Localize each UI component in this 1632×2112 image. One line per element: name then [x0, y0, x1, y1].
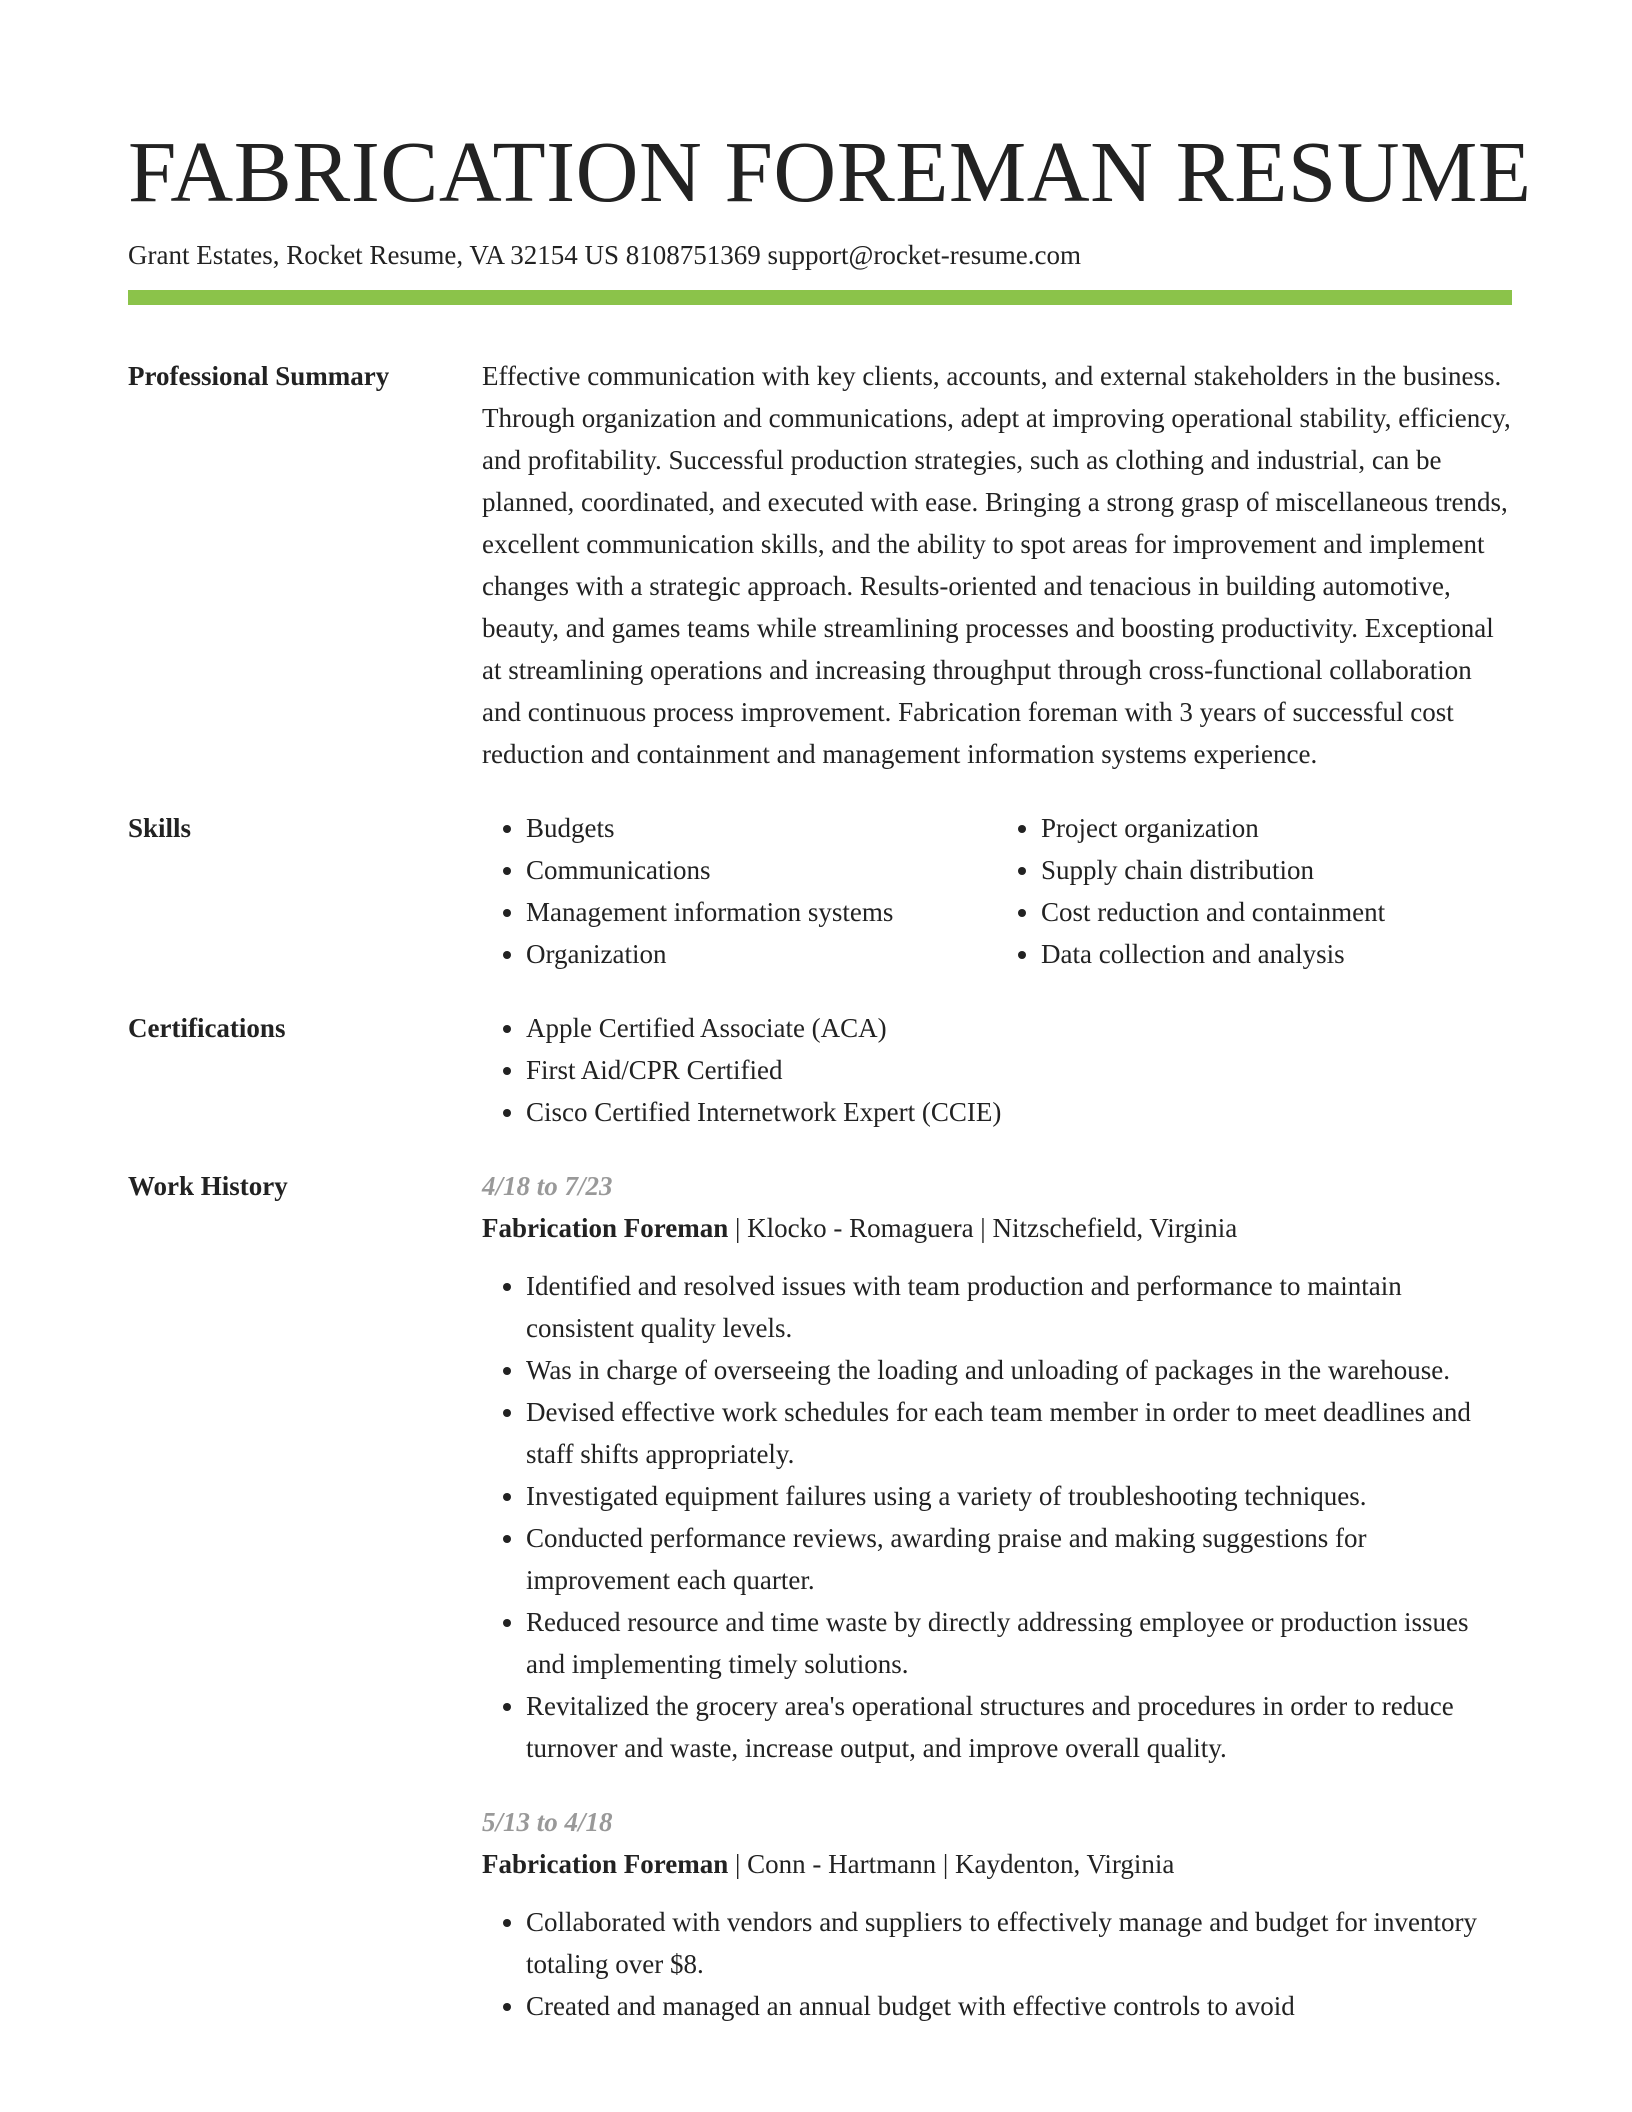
skill-item: • Project organization	[1041, 807, 1512, 849]
job-dates: 5/13 to 4/18	[482, 1807, 613, 1837]
job-entry	[482, 1165, 1512, 1769]
job-bullet: • Collaborated with vendors and suppliers to effectively manage and budget for inventory totaling over $8.	[526, 1901, 1512, 1985]
job-bullet: • Identified and resolved issues with team production and performance to maintain consistent quality levels.	[526, 1265, 1512, 1349]
accent-divider	[128, 290, 1512, 305]
skills-list-right	[997, 807, 1512, 975]
certifications-list	[482, 1007, 1512, 1133]
contact-line: Grant Estates, Rocket Resume, VA 32154 US 8108751369 support@rocket-resume.com	[128, 240, 1081, 270]
section-label-certifications: Certifications	[128, 1013, 286, 1043]
job-bullet: • Created and managed an annual budget with effective controls to avoid	[526, 1985, 1512, 2027]
job-heading	[482, 1843, 1512, 1885]
certification-item: • Apple Certified Associate (ACA)	[526, 1007, 1512, 1049]
job-dates: 4/18 to 7/23	[482, 1171, 613, 1201]
skill-item: • Management information systems	[526, 891, 997, 933]
job-bullet: • Reduced resource and time waste by directly addressing employee or production issues and implementing timely solutions.	[526, 1601, 1512, 1685]
job-bullets	[482, 1265, 1512, 1769]
skills-list-left	[482, 807, 997, 975]
job-title: Fabrication Foreman	[482, 1849, 729, 1879]
section-label-skills: Skills	[128, 813, 192, 843]
skills-section	[128, 807, 1512, 975]
job-title: Fabrication Foreman	[482, 1213, 729, 1243]
job-heading	[482, 1207, 1512, 1249]
skill-item: • Supply chain distribution	[1041, 849, 1512, 891]
skill-item: • Cost reduction and containment	[1041, 891, 1512, 933]
skill-item: • Budgets	[526, 807, 997, 849]
job-details: | Klocko - Romaguera | Nitzschefield, Virginia	[728, 1213, 1238, 1243]
job-bullet: • Investigated equipment failures using a variety of troubleshooting techniques.	[526, 1475, 1512, 1517]
skill-item: • Communications	[526, 849, 997, 891]
work-history-section	[128, 1165, 1512, 2059]
job-bullets	[482, 1901, 1512, 2027]
job-bullet: • Devised effective work schedules for each team member in order to meet deadlines and staff shifts appropriately.	[526, 1391, 1512, 1475]
certification-item: • First Aid/CPR Certified	[526, 1049, 1512, 1091]
summary-text: Effective communication with key clients, accounts, and external stakeholders in the business. Through organization and communications, adept at improving operational stability, efficiency, and profitability. Successful production strategies, such as clothing and industrial, can be planned, coordinated, and executed with ease. Bringing a strong grasp of miscellaneous trends, excellent communication skills, and the ability to spot areas for improvement and implement changes with a strategic approach. Results-oriented and tenacious in building automotive, beauty, and games teams while streamlining processes and boosting productivity. Exceptional at streamlining operations and increasing throughput through cross-functional collaboration and continuous process improvement. Fabrication foreman with 3 years of successful cost reduction and containment and management information systems experience.	[482, 361, 1511, 769]
section-label-summary: Professional Summary	[128, 361, 390, 391]
certification-item: • Cisco Certified Internetwork Expert (CCIE)	[526, 1091, 1512, 1133]
job-bullet: • Revitalized the grocery area's operational structures and procedures in order to reduce turnover and waste, increase output, and improve overall quality.	[526, 1685, 1512, 1769]
skill-item: • Organization	[526, 933, 997, 975]
summary-section	[128, 355, 1512, 775]
job-bullet: • Conducted performance reviews, awarding praise and making suggestions for improvement each quarter.	[526, 1517, 1512, 1601]
job-entry	[482, 1801, 1512, 2027]
certifications-section	[128, 1007, 1512, 1133]
job-details: | Conn - Hartmann | Kaydenton, Virginia	[728, 1849, 1175, 1879]
job-bullet: • Was in charge of overseeing the loading and unloading of packages in the warehouse.	[526, 1349, 1512, 1391]
skill-item: • Data collection and analysis	[1041, 933, 1512, 975]
section-label-work-history: Work History	[128, 1171, 288, 1201]
resume-title: FABRICATION FOREMAN RESUME	[128, 123, 1532, 220]
